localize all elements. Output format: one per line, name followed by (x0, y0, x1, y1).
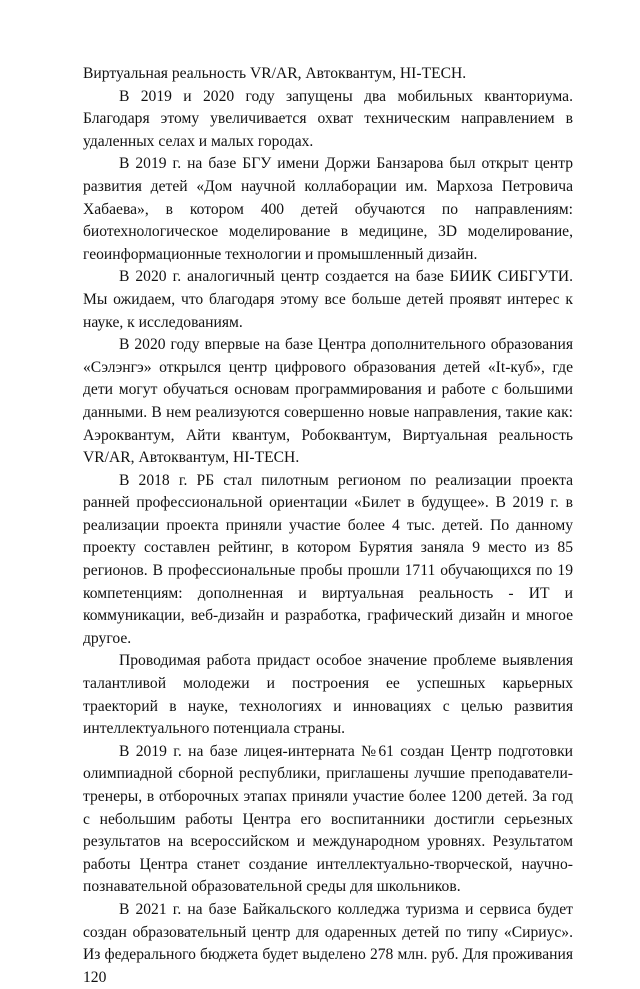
paragraph-biik-center: В 2020 г. аналогичный центр создается на базе БИИК СИБГУТИ. Мы ожидаем, что благодаря этому все больше детей проявят интерес к науке, к исследованиям. (83, 268, 573, 331)
paragraph-continuation: Виртуальная реальность VR/AR, Автоквантум, HI-TECH. (83, 65, 467, 82)
paragraph-bgu-center: В 2019 г. на базе БГУ имени Доржи Банзарова был открыт центр развития детей «Дом научной коллаборации им. Мархоза Петровича Хабаева», в котором 400 детей обучаются по направлениям: биотехнологическое моделирование в медицине, 3D моделирование, геоинформационные технологии и промышленный дизайн. (83, 155, 573, 263)
paragraph-ticket-to-future: В 2018 г. РБ стал пилотным регионом по реализации проекта ранней профессиональной ориентации «Билет в будущее». В 2019 г. в реализации проекта приняли участие более 4 тыс. детей. По данному проекту составлен рейтинг, в котором Бурятия заняла 9 место из 85 регионов. В профессиональные пробы прошли 1711 обучающихся по 19 компетенциям: дополненная и виртуальная реальность - ИТ и коммуникации, веб-дизайн и разработка, графический дизайн и многое другое. (83, 471, 573, 647)
paragraph-it-cube: В 2020 году впервые на базе Центра дополнительного образования «Сэлэнгэ» открылся центр цифрового образования детей «It-куб», где дети могут обучаться основам программирования и работе с большими данными. В нем реализуются совершенно новые направления, такие как: Аэроквантум, Айти квантум, Робоквантум, Виртуальная реальность VR/AR, Автоквантум, HI-TECH. (83, 336, 573, 467)
paragraph-olympiad-center: В 2019 г. на базе лицея-интерната №61 создан Центр подготовки олимпиадной сборной республики, приглашены лучшие преподаватели-тренеры, в отборочных этапах приняли участие более 1200 детей. За год с небольшим работы Центра его воспитанники достигли серьезных результатов на всероссийском и международном уровнях. Результатом работы Центра станет создание интеллектуально-творческой, научно-познавательной образовательной среды для школьников. (83, 742, 573, 896)
paragraph-mobile-quantoriums: В 2019 и 2020 году запущены два мобильных кванториума. Благодаря этому увеличивается охват техническим направлением в удаленных селах и малых городах. (83, 87, 573, 150)
paragraph-talented-youth: Проводимая работа придаст особое значение проблеме выявления талантливой молодежи и построения ее успешных карьерных траекторий в науке, технологиях и инновациях с целью развития интеллектуального потенциала страны. (83, 652, 573, 738)
document-page (83, 63, 573, 989)
paragraph-sirius-center: В 2021 г. на базе Байкальского колледжа туризма и сервиса будет создан образовательный центр для одаренных детей по типу «Сириус». Из федерального бюджета будет выделено 278 млн. руб. Для проживания 120 (83, 900, 573, 986)
